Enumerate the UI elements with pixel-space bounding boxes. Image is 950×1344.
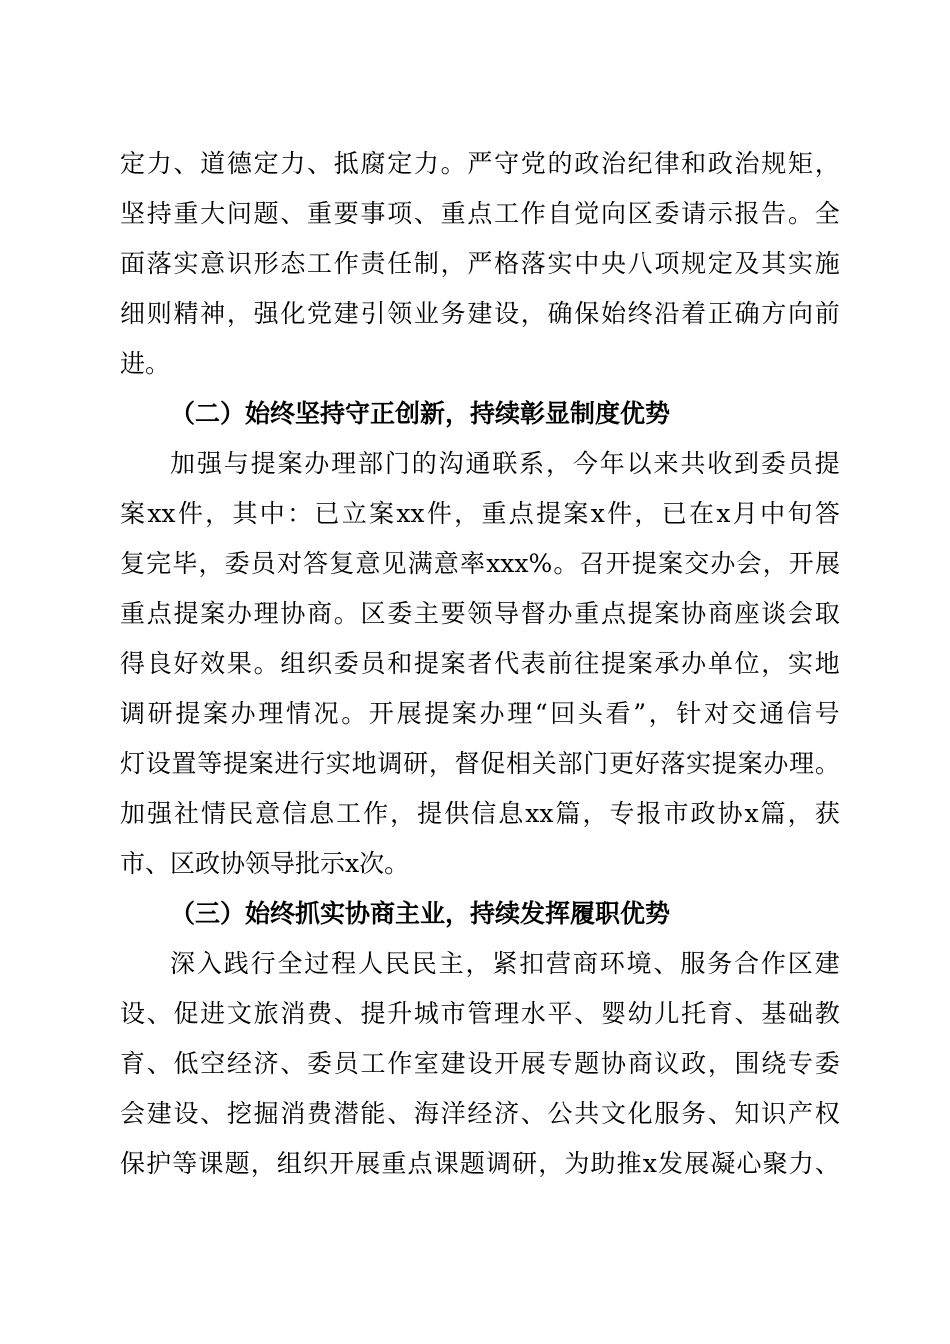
paragraph-line: 细 则 精 神 ， 强 化 党 建 引 领 业 务 建 设 ， 确 保 始 终 沿 着 正 确 方 向 前 [120, 299, 840, 328]
paragraph-line: 面 落 实 意 识 形 态 工 作 责 任 制 ， 严 格 落 实 中 央 八 项 规 定 及 其 实 施 [120, 249, 840, 278]
section-heading: （三）始终抓实协商主业，持续发挥履职优势 [170, 899, 671, 928]
paragraph-line: 坚 持 重 大 问 题 、 重 要 事 项 、 重 点 工 作 自 觉 向 区 委 请 示 报 告 。 全 [120, 199, 840, 228]
paragraph-line: 调 研 提 案 办 理 情 况 。 开 展 提 案 办 理 “ 回 头 看 ” ， 针 对 交 通 信 号 [120, 699, 840, 728]
paragraph-line: 会 建 设 、 挖 掘 消 费 潜 能 、 海 洋 经 济 、 公 共 文 化 服 务 、 知 识 产 权 [120, 1099, 840, 1128]
paragraph-line: 定 力 、 道 德 定 力 、 抵 腐 定 力 。 严 守 党 的 政 治 纪 律 和 政 治 规 矩 ， [120, 149, 840, 178]
paragraph-line: 案 xx 件 ， 其 中 ： 已 立 案 xx 件 ， 重 点 提 案 x 件 ， 已 在 x 月 中 旬 答 [120, 499, 840, 528]
paragraph-line: 深 入 践 行 全 过 程 人 民 民 主 ， 紧 扣 营 商 环 境 、 服 务 合 作 区 建 [170, 949, 840, 978]
paragraph-line: 市、区政协领导批示x次。 [120, 849, 410, 878]
paragraph-line: 复 完 毕 ， 委 员 对 答 复 意 见 满 意 率 xxx% 。 召 开 提 案 交 办 会 ， 开 展 [120, 549, 840, 578]
paragraph-line: 保 护 等 课 题 ， 组 织 开 展 重 点 课 题 调 研 ， 为 助 推 x 发 展 凝 心 聚 力 、 [120, 1149, 840, 1178]
paragraph-line: 灯 设 置 等 提 案 进 行 实 地 调 研 ， 督 促 相 关 部 门 更 好 落 实 提 案 办 理 。 [120, 749, 840, 778]
paragraph-line: 进。 [120, 349, 171, 378]
section-heading: （二）始终坚持守正创新，持续彰显制度优势 [170, 399, 671, 428]
paragraph-line: 设 、 促 进 文 旅 消 费 、 提 升 城 市 管 理 水 平 、 婴 幼 儿 托 育 、 基 础 教 [120, 999, 840, 1028]
paragraph-line: 重 点 提 案 办 理 协 商 。 区 委 主 要 领 导 督 办 重 点 提 案 协 商 座 谈 会 取 [120, 599, 840, 628]
paragraph-line: 育 、 低 空 经 济 、 委 员 工 作 室 建 设 开 展 专 题 协 商 议 政 ， 围 绕 专 委 [120, 1049, 840, 1078]
paragraph-line: 加 强 与 提 案 办 理 部 门 的 沟 通 联 系 ， 今 年 以 来 共 收 到 委 员 提 [170, 449, 840, 478]
paragraph-line: 加 强 社 情 民 意 信 息 工 作 ， 提 供 信 息 xx 篇 ， 专 报 市 政 协 x 篇 ， 获 [120, 799, 840, 828]
paragraph-line: 得 良 好 效 果 。 组 织 委 员 和 提 案 者 代 表 前 往 提 案 承 办 单 位 ， 实 地 [120, 649, 840, 678]
